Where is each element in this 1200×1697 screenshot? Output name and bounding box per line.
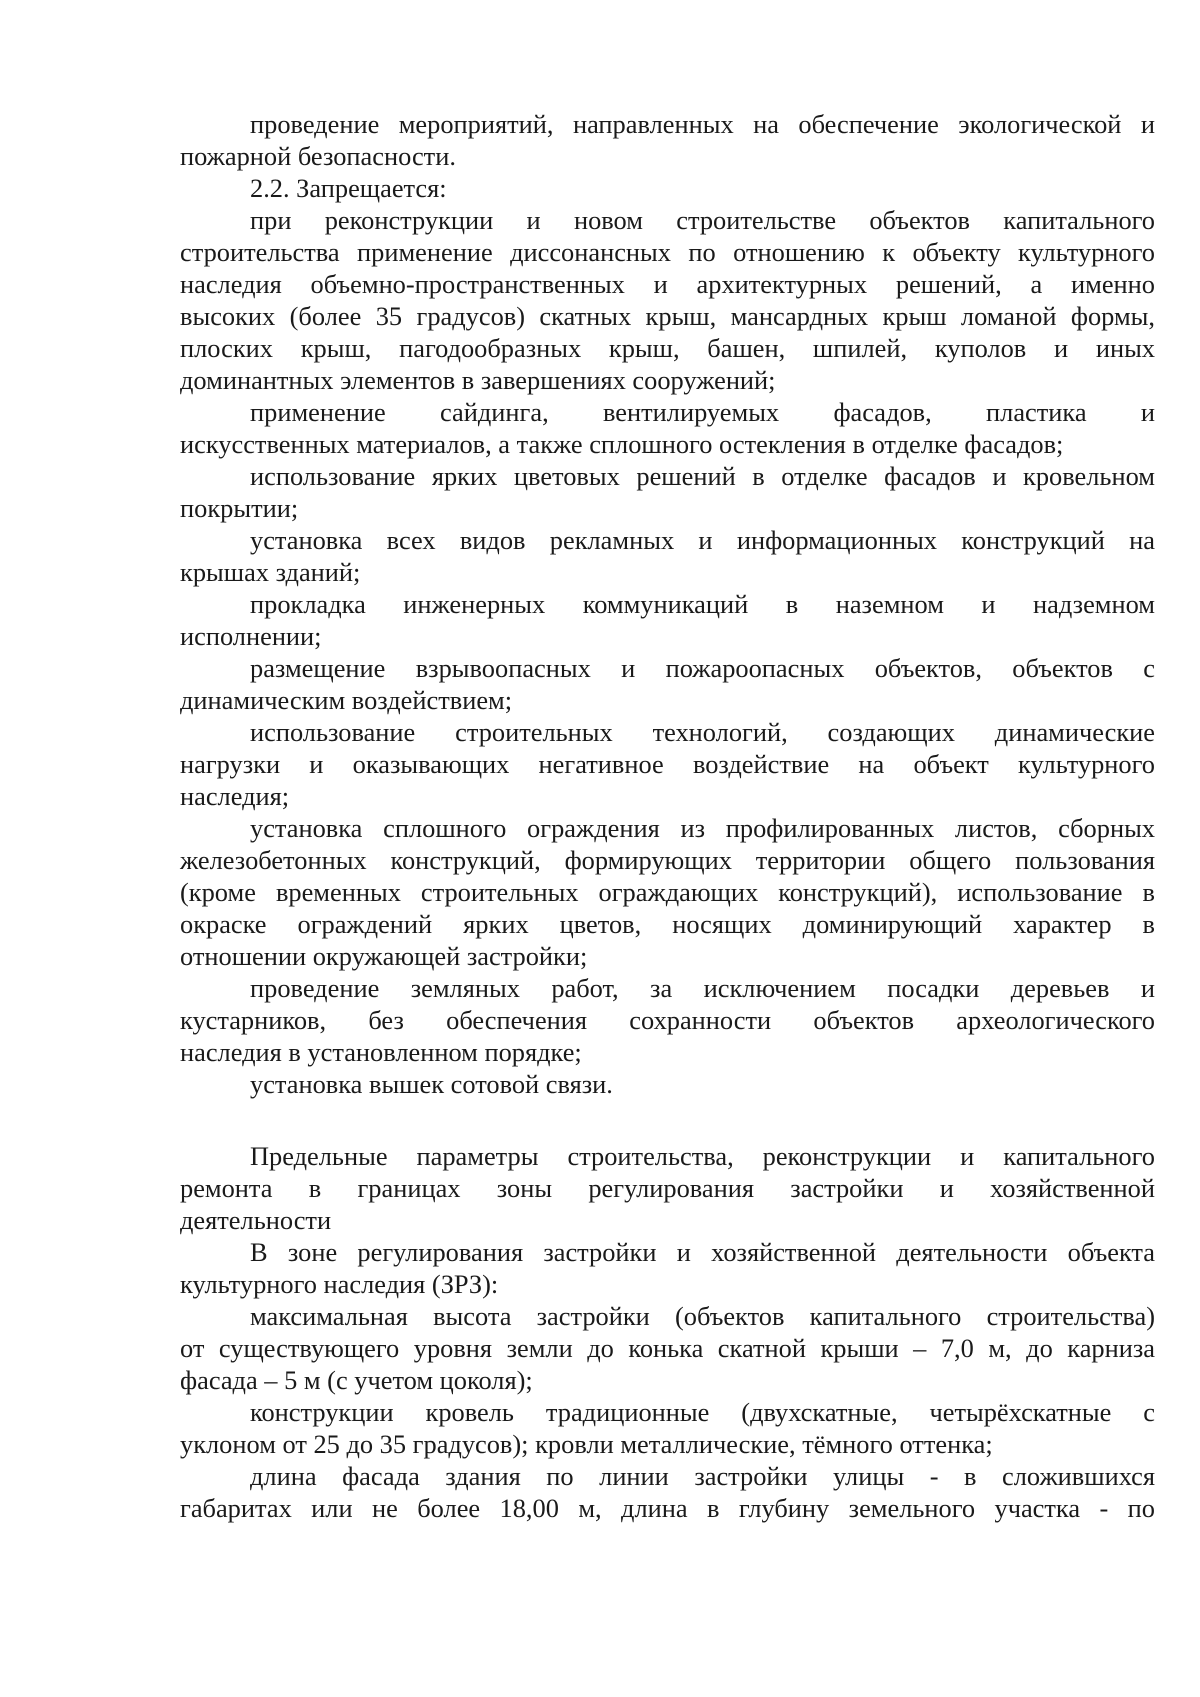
text-line: доминантных элементов в завершениях сооружений; (180, 365, 776, 395)
text-line: прокладка инженерных коммуникаций в наземном и надземном (250, 589, 1155, 619)
text-line: при реконструкции и новом строительстве объектов капитального (250, 205, 1155, 235)
para-bright-colors (180, 460, 1155, 524)
para-facade-length (180, 1460, 1155, 1524)
text-line: уклоном от 25 до 35 градусов); кровли металлические, тёмного оттенка; (180, 1429, 993, 1459)
text-line: культурного наследия (ЗРЗ): (180, 1269, 499, 1299)
para-fencing (180, 812, 1155, 972)
text-line: пожарной безопасности. (180, 141, 456, 171)
text-line: наследия в установленном порядке; (180, 1037, 582, 1067)
para-eco-fire-safety (180, 108, 1155, 172)
text-line: фасада – 5 м (с учетом цоколя); (180, 1365, 533, 1395)
text-line: длина фасада здания по линии застройки улицы - в сложившихся (250, 1461, 1155, 1491)
text-line: конструкции кровель традиционные (двухскатные, четырёхскатные с (250, 1397, 1155, 1427)
text-line: проведение земляных работ, за исключением посадки деревьев и (250, 973, 1155, 1003)
text-line: деятельности (180, 1205, 332, 1235)
text-line: Предельные параметры строительства, реконструкции и капитального (250, 1141, 1155, 1171)
text-line: высоких (более 35 градусов) скатных крыш, мансардных крыш ломаной формы, (180, 301, 1155, 331)
para-cell-towers (180, 1068, 1155, 1100)
text-line: окраске ограждений ярких цветов, носящих доминирующий характер в (180, 909, 1155, 939)
text-line: отношении окружающей застройки; (180, 941, 588, 971)
para-dissonant-solutions (180, 204, 1155, 396)
para-section-2-2-heading (180, 172, 1155, 204)
paragraph-gap (180, 1100, 1155, 1140)
text-line: применение сайдинга, вентилируемых фасадов, пластика и (250, 397, 1155, 427)
text-line: ремонта в границах зоны регулирования застройки и хозяйственной (180, 1173, 1155, 1203)
text-line: (кроме временных строительных ограждающих конструкций), использование в (180, 877, 1155, 907)
text-line: крышах зданий; (180, 557, 361, 587)
text-line: железобетонных конструкций, формирующих территории общего пользования (180, 845, 1155, 875)
text-line: установка всех видов рекламных и информационных конструкций на (250, 525, 1155, 555)
text-line: наследия; (180, 781, 290, 811)
text-line: искусственных материалов, а также сплошного остекления в отделке фасадов; (180, 429, 1064, 459)
para-limit-params-heading (180, 1140, 1155, 1236)
text-line: использование ярких цветовых решений в отделке фасадов и кровельном (250, 461, 1155, 491)
text-line: покрытии; (180, 493, 299, 523)
para-earthworks (180, 972, 1155, 1068)
para-roof-structures (180, 1396, 1155, 1460)
text-line: от существующего уровня земли до конька скатной крыши – 7,0 м, до карниза (180, 1333, 1155, 1363)
text-line: 2.2. Запрещается: (250, 173, 447, 203)
text-line: наследия объемно-пространственных и архитектурных решений, а именно (180, 269, 1155, 299)
text-line: максимальная высота застройки (объектов капитального строительства) (250, 1301, 1155, 1331)
text-line: плоских крыш, пагодообразных крыш, башен, шпилей, куполов и иных (180, 333, 1155, 363)
para-hazardous-objects (180, 652, 1155, 716)
text-line: исполнении; (180, 621, 322, 651)
text-line: установка сплошного ограждения из профилированных листов, сборных (250, 813, 1155, 843)
para-siding (180, 396, 1155, 460)
para-max-height (180, 1300, 1155, 1396)
text-line: нагрузки и оказывающих негативное воздействие на объект культурного (180, 749, 1155, 779)
para-construction-tech (180, 716, 1155, 812)
text-line: динамическим воздействием; (180, 685, 513, 715)
para-utilities (180, 588, 1155, 652)
text-line: проведение мероприятий, направленных на обеспечение экологической и (250, 109, 1155, 139)
text-line: строительства применение диссонансных по отношению к объекту культурного (180, 237, 1155, 267)
text-line: установка вышек сотовой связи. (250, 1069, 613, 1099)
para-zrz-intro (180, 1236, 1155, 1300)
document-body (180, 108, 1155, 1524)
text-line: размещение взрывоопасных и пожароопасных объектов, объектов с (250, 653, 1155, 683)
para-advertising (180, 524, 1155, 588)
text-line: В зоне регулирования застройки и хозяйственной деятельности объекта (250, 1237, 1155, 1267)
text-line: габаритах или не более 18,00 м, длина в глубину земельного участка - по (180, 1493, 1155, 1523)
text-line: кустарников, без обеспечения сохранности объектов археологического (180, 1005, 1155, 1035)
text-line: использование строительных технологий, создающих динамические (250, 717, 1155, 747)
